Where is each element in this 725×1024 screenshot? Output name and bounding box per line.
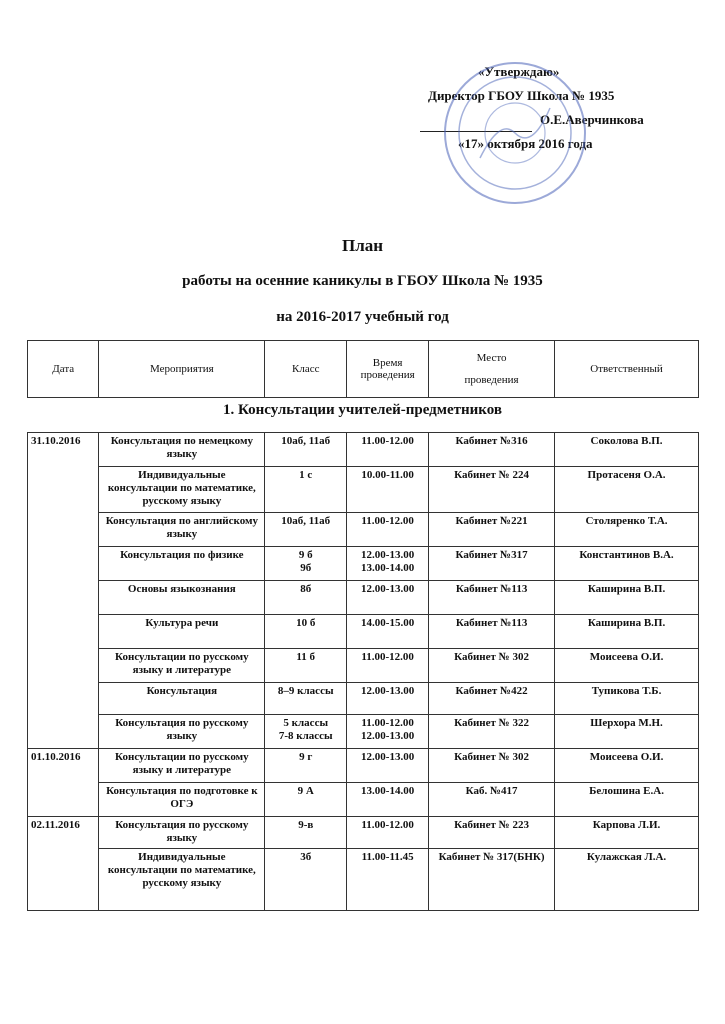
table-row [28, 715, 699, 749]
cell-event: Консультации по русскому языку и литературе [99, 749, 265, 783]
table-row [28, 581, 699, 615]
cell-place: Кабинет №113 [429, 581, 555, 615]
cell-class: 9 б 9б [265, 547, 347, 581]
cell-date: 31.10.2016 [28, 433, 99, 749]
cell-class: 8б [265, 581, 347, 615]
table-row [28, 683, 699, 715]
cell-class: 9 г [265, 749, 347, 783]
cell-time: 11.00-12.00 [347, 513, 429, 547]
header-table [27, 340, 699, 398]
col-responsible: Ответственный [555, 341, 699, 398]
cell-time: 11.00-12.00 [347, 649, 429, 683]
col-date: Дата [28, 341, 99, 398]
cell-responsible: Каширина В.П. [555, 615, 699, 649]
cell-event: Индивидуальные консультации по математике, русскому языку [99, 467, 265, 513]
section-title: 1. Консультации учителей-предметников [223, 402, 502, 418]
cell-event: Основы языкознания [99, 581, 265, 615]
cell-time: 11.00-12.00 12.00-13.00 [347, 715, 429, 749]
cell-time: 12.00-13.00 13.00-14.00 [347, 547, 429, 581]
cell-responsible: Моисеева О.И. [555, 649, 699, 683]
cell-place: Кабинет №422 [429, 683, 555, 715]
approval-label: «Утверждаю» [478, 64, 560, 79]
col-place-line2: проведения [464, 374, 519, 386]
cell-responsible: Белошина Е.А. [555, 783, 699, 817]
cell-responsible: Каширина В.П. [555, 581, 699, 615]
cell-responsible: Константинов В.А. [555, 547, 699, 581]
cell-place: Кабинет №316 [429, 433, 555, 467]
cell-time: 11.00-12.00 [347, 433, 429, 467]
cell-time: 11.00-12.00 [347, 817, 429, 849]
cell-class: 10аб, 11аб [265, 513, 347, 547]
table-row [28, 849, 699, 911]
cell-responsible: Карпова Л.И. [555, 817, 699, 849]
cell-date: 02.11.2016 [28, 817, 99, 911]
approval-date: «17» октября 2016 года [458, 136, 593, 151]
cell-time: 11.00-11.45 [347, 849, 429, 911]
cell-place: Кабинет № 224 [429, 467, 555, 513]
cell-responsible: Тупикова Т.Б. [555, 683, 699, 715]
cell-responsible: Столяренко Т.А. [555, 513, 699, 547]
cell-place: Кабинет №221 [429, 513, 555, 547]
cell-class: 9 А [265, 783, 347, 817]
cell-responsible: Шерхора М.Н. [555, 715, 699, 749]
cell-time: 12.00-13.00 [347, 683, 429, 715]
table-row [28, 749, 699, 783]
cell-class: 1 с [265, 467, 347, 513]
cell-place: Кабинет № 302 [429, 749, 555, 783]
school-stamp-seal [440, 58, 590, 208]
cell-place: Кабинет № 302 [429, 649, 555, 683]
table-row [28, 615, 699, 649]
table-row [28, 433, 699, 467]
table-row [28, 817, 699, 849]
cell-time: 12.00-13.00 [347, 581, 429, 615]
cell-place: Каб. №417 [429, 783, 555, 817]
header-row [28, 341, 699, 398]
table-row [28, 513, 699, 547]
cell-class: 3б [265, 849, 347, 911]
cell-event: Консультация по английскому языку [99, 513, 265, 547]
cell-place: Кабинет №317 [429, 547, 555, 581]
table-row [28, 547, 699, 581]
cell-event: Консультация [99, 683, 265, 715]
cell-time: 13.00-14.00 [347, 783, 429, 817]
cell-class: 11 б [265, 649, 347, 683]
cell-class: 10 б [265, 615, 347, 649]
cell-event: Консультация по русскому языку [99, 715, 265, 749]
col-time: Время проведения [347, 341, 429, 398]
table-row [28, 649, 699, 683]
table-row [28, 783, 699, 817]
col-place [429, 341, 555, 398]
cell-event: Консультации по русскому языку и литературе [99, 649, 265, 683]
cell-time: 10.00-11.00 [347, 467, 429, 513]
consultations-body [28, 433, 699, 911]
approval-signature-name: О.Е.Аверчинкова [540, 112, 644, 127]
cell-time: 12.00-13.00 [347, 749, 429, 783]
cell-class: 10аб, 11аб [265, 433, 347, 467]
cell-event: Консультация по подготовке к ОГЭ [99, 783, 265, 817]
page-year: на 2016-2017 учебный год [276, 309, 449, 325]
cell-responsible: Кулажская Л.А. [555, 849, 699, 911]
cell-class: 9-в [265, 817, 347, 849]
cell-class: 8–9 классы [265, 683, 347, 715]
cell-place: Кабинет № 223 [429, 817, 555, 849]
col-event: Мероприятия [99, 341, 265, 398]
cell-event: Консультация по немецкому языку [99, 433, 265, 467]
cell-event: Индивидуальные консультации по математике, русскому языку [99, 849, 265, 911]
cell-event: Консультация по физике [99, 547, 265, 581]
page-subtitle: работы на осенние каникулы в ГБОУ Школа № 1935 [182, 273, 543, 289]
col-place-line1: Место [476, 352, 507, 364]
cell-responsible: Моисеева О.И. [555, 749, 699, 783]
cell-event: Консультация по русскому языку [99, 817, 265, 849]
page-title: План [341, 236, 384, 255]
approval-director: Директор ГБОУ Школа № 1935 [428, 88, 615, 103]
table-row [28, 467, 699, 513]
cell-date: 01.10.2016 [28, 749, 99, 817]
cell-responsible: Протасеня О.А. [555, 467, 699, 513]
cell-time: 14.00-15.00 [347, 615, 429, 649]
cell-place: Кабинет № 322 [429, 715, 555, 749]
cell-place: Кабинет № 317(БНК) [429, 849, 555, 911]
col-class: Класс [265, 341, 347, 398]
cell-place: Кабинет №113 [429, 615, 555, 649]
cell-responsible: Соколова В.П. [555, 433, 699, 467]
cell-class: 5 классы 7-8 классы [265, 715, 347, 749]
cell-event: Культура речи [99, 615, 265, 649]
consultations-table [27, 432, 699, 911]
